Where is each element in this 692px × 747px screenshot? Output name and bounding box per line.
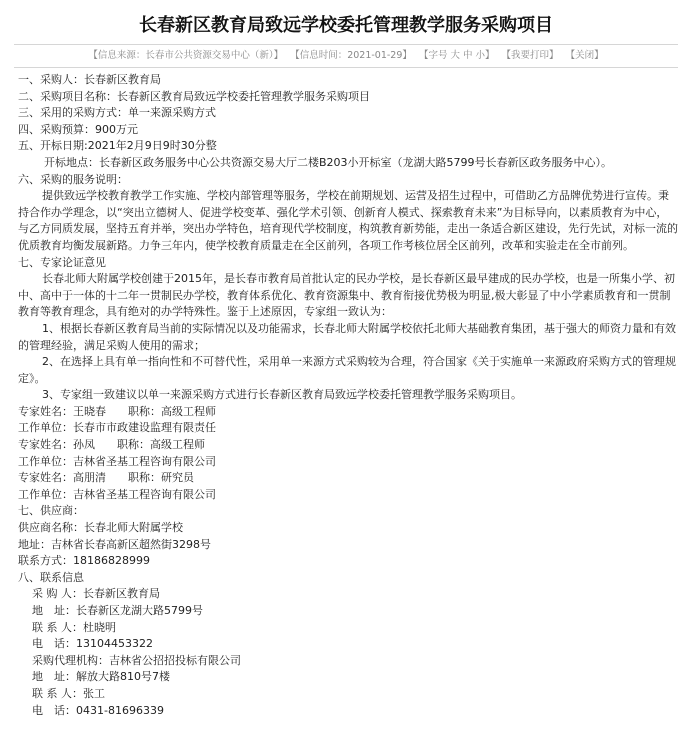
service-paragraph: 提供致远学校教育教学工作实施、学校内部管理等服务，学校在前期规划、运营及招生过程中，可借助乙方品牌优势进行宣传。秉持合作办学理念，以“突出立德树人、促进学校变革、强化学术引领、创新育人模式、探索教育未来”为目标导向，以素质教育为中心，与乙方同质发展，坚持五育并举，突出办学特色，培育现代学校制度，构筑教育新势能，走出一条适合新区建设，先行先试，对标一流的优质教育均衡发展新路。力争三年内，使学校教育质量走在全区前列，各项工作考核位居全区前列，改革和实验走在全市前列。 <box>18 189 678 252</box>
expert-point-1: 1、根据长春新区教育局当前的实际情况以及功能需求，长春北师大附属学校依托北师大基础教育集团，基于强大的师资力量和有效的管理经验，满足采购人使用的需求； <box>18 321 676 352</box>
supplier-heading: 七、供应商： <box>18 504 84 518</box>
contact-agency-person: 联 系 人：张工 <box>32 686 105 700</box>
close-link[interactable]: 【关闭】 <box>565 50 604 61</box>
service-heading: 六、采购的服务说明： <box>18 172 128 186</box>
info-time: 【信息时间：2021-01-29】 <box>290 50 412 61</box>
print-link[interactable]: 【我要打印】 <box>501 50 559 61</box>
page-title: 长春新区教育局致远学校委托管理教学服务采购项目 <box>139 15 553 36</box>
expert-1-name: 专家姓名：王晓春 职称：高级工程师 <box>18 404 216 418</box>
font-size-control[interactable]: 【字号 大 中 小】 <box>418 50 495 61</box>
purchaser-line: 一、采购人：长春新区教育局 <box>18 73 161 86</box>
contact-heading: 八、联系信息 <box>18 570 84 584</box>
expert-point-2: 2、在选择上具有单一指向性和不可替代性，采用单一来源方式采购较为合理，符合国家《关于实施单一来源政府采购方式的管理规定》。 <box>18 355 676 385</box>
contact-purchaser-address: 地 址：长春新区龙湖大路5799号 <box>32 604 203 617</box>
method-line: 三、采用的采购方式：单一来源采购方式 <box>18 106 216 120</box>
expert-2-name: 专家姓名：孙凤 职称：高级工程师 <box>18 438 205 452</box>
contact-agency-phone: 电 话：0431-81696339 <box>32 703 164 717</box>
open-location-line: 开标地点：长春新区政务服务中心公共资源交易大厅二楼B203小开标室（龙湖大路5799号长春新区政务服务中心）。 <box>44 155 613 169</box>
supplier-address: 地址：吉林省长春高新区超然街3298号 <box>18 537 211 551</box>
article-body <box>0 68 692 719</box>
open-date-line: 五、开标日期:2021年2月9日9时30分整 <box>18 139 217 153</box>
contact-agency: 采购代理机构：吉林省公招招投标有限公司 <box>32 653 241 667</box>
expert-1-unit: 工作单位：长春市市政建设监理有限责任 <box>18 421 216 435</box>
contact-purchaser: 采 购 人：长春新区教育局 <box>32 587 160 601</box>
contact-agency-address: 地 址：解放大路810号7楼 <box>32 670 170 684</box>
contact-purchaser-phone: 电 话：13104453322 <box>32 637 153 651</box>
expert-paragraph: 长春北师大附属学校创建于2015年，是长春市教育局首批认定的民办学校，是长春新区最早建成的民办学校，也是一所集小学、初中、高中于一体的十二年一贯制民办学校，教育体系优化、教育资源集中、教育衔接优势极为明显,极大彰显了中小学素质教育和一贯制教育等教育理念，具有绝对的办学特殊性。鉴于上述原因，专家组一致认为： <box>18 272 675 319</box>
expert-2-unit: 工作单位：吉林省圣基工程咨询有限公司 <box>18 454 216 468</box>
expert-point-3: 3、专家组一致建议以单一来源采购方式进行长春新区教育局致远学校委托管理教学服务采购项目。 <box>42 388 522 402</box>
supplier-contact: 联系方式：18186828999 <box>18 554 150 568</box>
info-source: 【信息来源：长春市公共资源交易中心（新）】 <box>88 50 284 61</box>
expert-heading: 七、专家论证意见 <box>18 255 106 269</box>
info-bar <box>14 44 678 68</box>
contact-purchaser-person: 联 系 人：杜晓明 <box>32 620 116 634</box>
project-name-line: 二、采购项目名称：长春新区教育局致远学校委托管理教学服务采购项目 <box>18 89 370 103</box>
supplier-name: 供应商名称：长春北师大附属学校 <box>18 521 183 535</box>
expert-3-name: 专家姓名：高朋清 职称：研究员 <box>18 471 194 485</box>
expert-3-unit: 工作单位：吉林省圣基工程咨询有限公司 <box>18 487 216 501</box>
budget-line: 四、采购预算：900万元 <box>18 122 138 136</box>
